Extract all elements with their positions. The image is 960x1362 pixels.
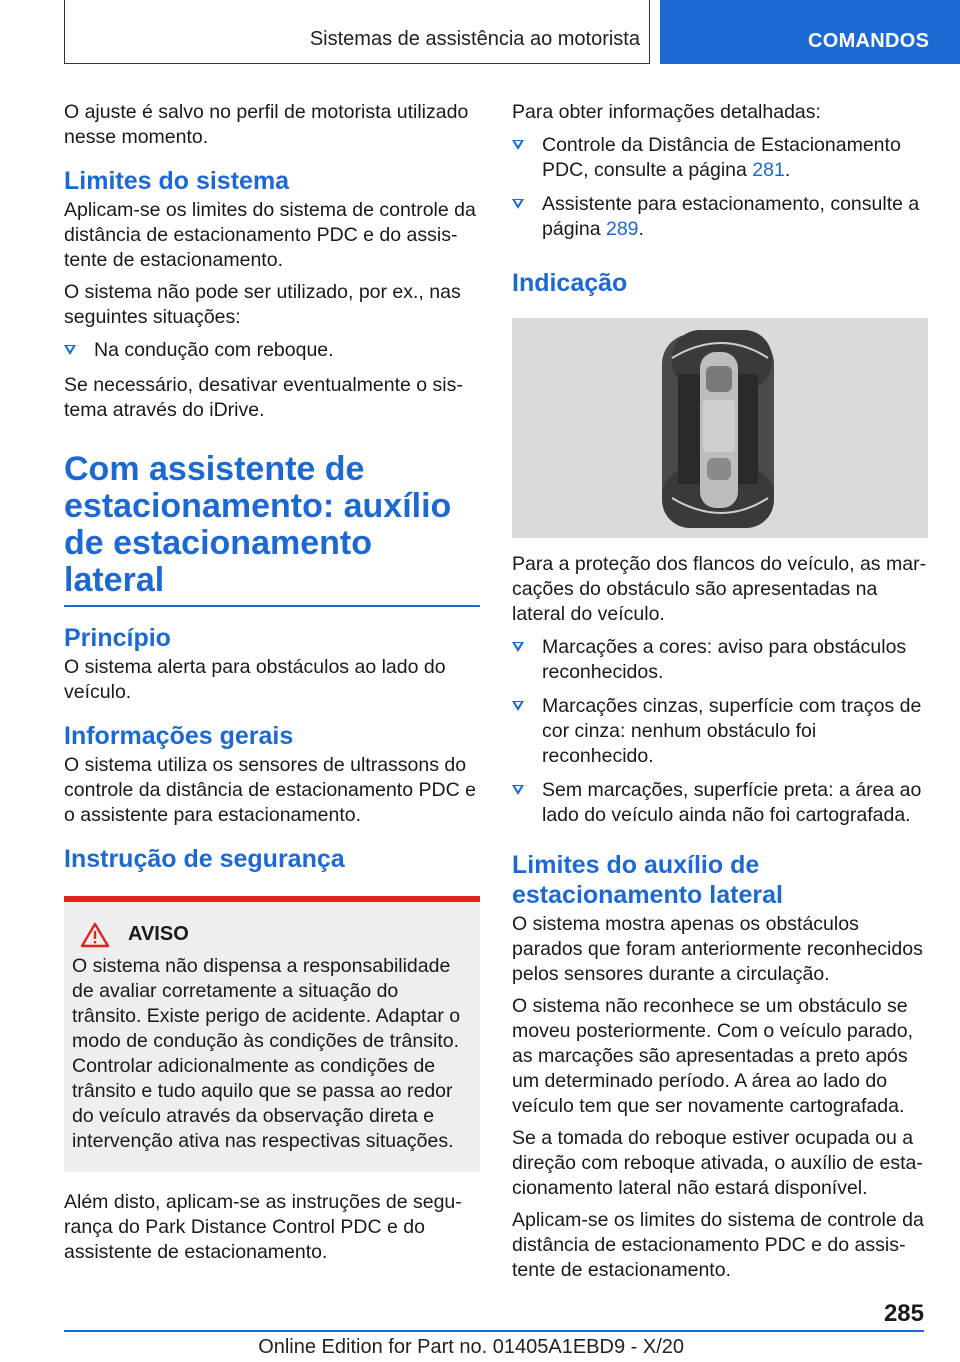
header-section-title: Sistemas de assistência ao motorista [309,28,640,50]
side-parking-illustration [512,318,928,538]
heading-safety: Instrução de segurança [64,844,345,873]
page-number: 285 [883,1300,924,1327]
list-item: Controle da Distância de Estacionamento PDC, consulte a página 281. [512,133,928,183]
triangle-bullet-icon [512,642,524,652]
list-item: Marcações a cores: aviso para obstáculos reconhecidos. [512,635,928,685]
limits-paragraph-2: O sistema não pode ser utilizado, por ex., nas seguintes situações: [64,281,461,328]
list-item: Assistente para estacionamento, consulte a página 289. [512,192,928,242]
heading-side-assist-limits: Limites do auxílio de estacionamento lateral [512,851,783,909]
warning-title: AVISO [128,923,189,945]
warning-text: O sistema não dispensa a responsabilidade de avaliar corretamente a situação do trânsito. Existe perigo de acidente. Adaptar o modo de condução às condições de trânsito. Controlar adicionalmente as condições de trânsito e tudo aquilo que se passa ao redor do veículo através da observação direta e intervenção ativa nas respectivas situações. [72,954,461,1152]
warning-box [64,896,480,1172]
parking-display-figure [512,318,928,538]
display-paragraph: Para a proteção dos flancos do veículo, as marcações do obstáculo são apresentadas na lateral do veículo. [512,553,927,625]
warning-triangle-icon [80,922,110,948]
side-limits-paragraph-3: Se a tomada do reboque estiver ocupada ou a direção com reboque ativada, o auxílio de estacionamento lateral não estará disponível. [512,1127,923,1199]
heading-general-info: Informações gerais [64,721,294,750]
triangle-bullet-icon [512,199,524,209]
principle-paragraph: O sistema alerta para obstáculos ao lado do veículo. [64,655,446,703]
limits-bullet-list [64,338,480,363]
side-limits-paragraph-2: O sistema não reconhece se um obstáculo se moveu posteriormente. Com o veículo parado, as marcações são apresentadas a preto após um determinado período. A área ao lado do veículo tem que ser novamente cartografada. [512,995,914,1117]
warning-header [72,922,470,948]
triangle-bullet-icon [64,345,76,355]
left-column [64,100,480,1272]
edition-line: Online Edition for Part no. 01405A1EBD9 - X/20 [258,1336,684,1358]
intro-paragraph: O ajuste é salvo no perfil de motorista utilizado nesse momento. [64,101,469,148]
footer-rule [64,1330,924,1332]
list-item: Sem marcações, superfície preta: a área ao lado do veículo ainda não foi cartografada. [512,778,928,828]
triangle-bullet-icon [512,701,524,711]
heading-system-limits: Limites do sistema [64,167,290,195]
header-chapter-badge: COMANDOS [660,0,960,64]
limits-paragraph-3: Se necessário, desativar eventualmente o sistema através do iDrive. [64,374,463,421]
page-reference-link[interactable]: 281 [752,159,785,181]
heading-principle: Princípio [64,623,171,652]
list-item: Marcações cinzas, superfície com traços de cor cinza: nenhum obstáculo foi reconhecido. [512,694,928,769]
triangle-bullet-icon [512,140,524,150]
general-paragraph: O sistema utiliza os sensores de ultrassons do controle da distância de estacionamento PDC e o assistente para estacionamento. [64,753,476,826]
display-bullet-list [512,635,928,828]
side-limits-paragraph-1: O sistema mostra apenas os obstáculos parados que foram anteriormente reconhecidos pelos sensores durante a circulação. [512,913,923,985]
page-reference-link[interactable]: 289 [605,218,639,240]
triangle-bullet-icon [512,785,524,795]
page-header [0,0,960,66]
limits-paragraph-1: Aplicam-se os limites do sistema de controle da distância de estacionamento PDC e do assistente de estacionamento. [64,199,476,271]
after-warning-paragraph: Além disto, aplicam-se as instruções de segurança do Park Distance Control PDC e do assistente de estacionamento. [64,1190,462,1263]
side-limits-paragraph-4: Aplicam-se os limites do sistema de controle da distância de estacionamento PDC e do assistente de estacionamento. [512,1209,924,1281]
heading-display: Indicação [512,269,628,297]
right-column [512,100,928,1290]
more-info-paragraph: Para obter informações detalhadas: [512,101,821,123]
section-title-rule [64,605,480,607]
more-info-bullet-list [512,133,928,242]
list-item: Na condução com reboque. [64,338,480,363]
section-title: Com assistente de estacionamento: auxílio de estacionamento lateral [64,450,452,599]
